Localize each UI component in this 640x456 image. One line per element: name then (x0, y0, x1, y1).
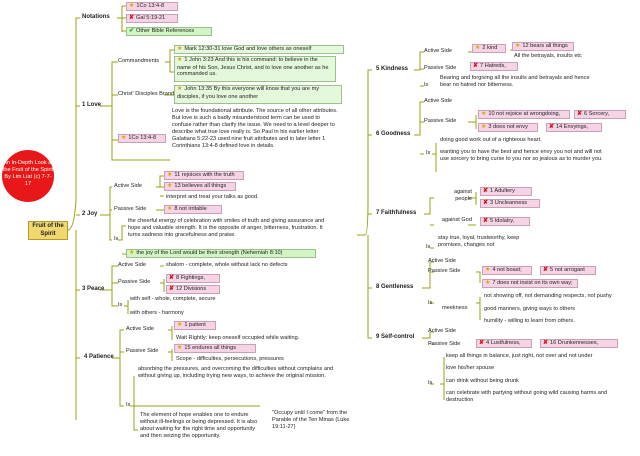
gentleness-meek-2: good manners, giving ways to others (484, 306, 576, 312)
check-icon: ✔ (129, 28, 135, 34)
peace-is: Is (118, 302, 123, 308)
joy-is-1: the cheerful energy of celebration with smiles of truth and giving assurance and hope and valuable strength. It is the opposite of anger, bitterness, frustration. It turns sadness into gracefulness and praise. (128, 218, 325, 238)
patience-passive-side: Passive Side (126, 348, 159, 354)
peace-active-1: shalom - complete, whole without lack no defects (166, 262, 288, 268)
peace-active-side: Active Side (118, 262, 146, 268)
joy-active-side: Active Side (114, 183, 142, 189)
peace-branch[interactable]: 3 Peace (82, 286, 105, 292)
star-icon: ★ (177, 345, 183, 351)
star-icon: ★ (515, 43, 521, 49)
cross-icon: ✘ (543, 340, 549, 346)
cross-icon: ✘ (479, 340, 485, 346)
gentleness-passive-1: ★ 4 not boast; (482, 266, 532, 275)
cross-icon: ✘ (483, 218, 489, 224)
gentleness-meek-3: humility - willing to learn from others. (484, 318, 575, 324)
patience-passive-2: Scope - difficulties, persecutions, pressures (176, 356, 284, 362)
joy-active-1: ★ 11 rejoices with the truth (164, 171, 244, 180)
star-icon: ★ (167, 172, 173, 178)
notations-branch[interactable]: Notations (82, 14, 110, 20)
patience-is-1: absorbing the pressures, and overcoming the difficulties without complains and without giving up, including trying new ways, to achieve the original mission. (138, 366, 334, 379)
notation-ref-gal: ✘ Gal 5:19-21 (126, 14, 178, 23)
peace-is-1: with self - whole, complete, secure (130, 296, 216, 302)
selfcontrol-is-4: can celebrate with partying without going wild causing harms and destruction (446, 390, 608, 403)
kindness-active-side: Active Side (424, 48, 452, 54)
cross-icon: ✘ (543, 267, 549, 273)
selfcontrol-is-2: love his/her spouse (446, 365, 495, 371)
gentleness-passive-2: ✘ 5 not arrogant (540, 266, 596, 275)
faithfulness-god-1: ✘ 5 Idolatry, (480, 217, 530, 226)
patience-active-1: ★ 1 patient (174, 321, 216, 330)
star-icon: ★ (177, 86, 183, 92)
star-icon: ★ (481, 111, 487, 117)
kindness-active-2: ★ 12 bears all things (512, 42, 574, 51)
joy-passive-1: ★ 8 not irritable (164, 205, 222, 214)
faithfulness-branch[interactable]: 7 Faithfulness (376, 210, 417, 216)
goodness-branch[interactable]: 6 Goodness (376, 131, 411, 137)
peace-passive-1: ✘ 8 Fightings, (166, 274, 220, 283)
cross-icon: ✘ (577, 111, 583, 117)
kindness-is-1: Bearing and forgiving all the insults and betrayals and hence bear no hatred nor bitterness. (440, 75, 590, 88)
goodness-passive-2: ✘ 6 Sorcery, (574, 110, 626, 119)
joy-active-3: interpret and treat your talks as good. (166, 194, 259, 200)
love-cmd-mark: ★ Mark 12:30-31 love God and love others as oneself (174, 45, 344, 54)
peace-is-2: with others - harmony (130, 310, 184, 316)
star-icon: ★ (121, 135, 127, 141)
kindness-is: Is (424, 82, 429, 88)
gentleness-meekness: meekness (442, 305, 468, 311)
patience-is: Is (126, 402, 131, 408)
goodness-passive-side: Passive Side (424, 118, 457, 124)
star-icon: ★ (129, 250, 135, 256)
star-icon: ★ (481, 124, 487, 130)
gentleness-passive-3: ★ 7 does not insist on its own way; (482, 279, 578, 288)
peace-passive-2: ✘ 12 Divisions (166, 285, 220, 294)
cross-icon: ✘ (483, 200, 489, 206)
kindness-branch[interactable]: 5 Kindness (376, 66, 409, 72)
selfcontrol-is-1: keep all things in balance, just right, not over and not under (446, 353, 593, 359)
star-icon: ★ (177, 57, 183, 63)
goodness-active-side: Active Side (424, 98, 452, 104)
goodness-is-1: doing good work out of a righteous heart. (440, 137, 542, 143)
star-icon: ★ (167, 183, 173, 189)
star-icon: ★ (129, 3, 135, 9)
star-icon: ★ (167, 206, 173, 212)
love-branch[interactable]: 1 Love (82, 102, 102, 108)
cross-icon: ✘ (169, 286, 175, 292)
kindness-active-3: All the betrayals, insults etc (514, 53, 582, 59)
cross-icon: ✘ (169, 275, 175, 281)
goodness-is: Is (426, 150, 431, 156)
faithfulness-people-2: ✘ 3 Uncleanness (480, 199, 540, 208)
author-callout: An In-Depth Look at the Fruit of the Spirit By Lim Liat (c) 7-7-17 (2, 150, 54, 202)
love-commandments: Commandments (118, 58, 160, 64)
love-brand-john: ★ John 13:35 By this everyone will know that you are my disciples, if you love one another (174, 85, 342, 104)
selfcontrol-is: Is (428, 380, 433, 386)
joy-branch[interactable]: 2 Joy (82, 211, 98, 217)
patience-is-2: The element of hope enables one to endure without ill-feelings or being depressed. It is also about waiting for the right time and opportunity and then seizing the opportunity. (140, 412, 258, 439)
cross-icon: ✘ (129, 15, 135, 21)
kindness-passive-side: Passive Side (424, 65, 457, 71)
goodness-passive-3: ★ 3 does not envy (478, 123, 538, 132)
love-description: Love is the foundational attribute. The source of all other attributes. But love is such a badly misunderstood term can be used to confuse rather than clarify the issue. We need to a level deeper to describe what true love really is. So Paul in his earlier letter Galatians 5:22-23 used nine fruit attributes and in later letter 1 Corinthians 13:4-8 defined love in details. (172, 108, 338, 149)
selfcontrol-branch[interactable]: 9 Self-control (376, 334, 415, 340)
patience-branch[interactable]: 4 Patience (84, 354, 114, 360)
kindness-passive-1: ✘ 7 Hatreds, (470, 62, 518, 71)
peace-passive-side: Passive Side (118, 279, 151, 285)
gentleness-passive-side: Passive Side (428, 268, 461, 274)
goodness-passive-1: ★ 10 not rejoice at wrongdoing, (478, 110, 570, 119)
notation-ref-1co: ★ 1Co 13:4-8 (126, 2, 178, 11)
faithfulness-people-1: ✘ 1 Adultery (480, 187, 532, 196)
gentleness-is: Is (428, 300, 433, 306)
love-ref-1co: ★ 1Co 13:4-8 (118, 134, 166, 143)
patience-quote: "Occupy until I come" from the Parable of the Ten Minas (Luke 19:11-27) (272, 410, 350, 430)
love-brand: Christ' Disciples Brand (118, 91, 175, 97)
joy-passive-side: Passive Side (114, 206, 147, 212)
faithfulness-is: Is (426, 244, 431, 250)
joy-is-2: ★ the joy of the Lord would be their strength (Nehemiah 8:10) (126, 249, 316, 258)
faithfulness-against-god: against God (441, 217, 472, 223)
selfcontrol-passive-1: ✘ 4 Lustfulness, (476, 339, 532, 348)
cross-icon: ✘ (549, 124, 555, 130)
star-icon: ★ (177, 322, 183, 328)
kindness-active-1: ★ 2 kind (472, 44, 506, 53)
selfcontrol-active-side: Active Side (428, 328, 456, 334)
gentleness-branch[interactable]: 8 Gentleness (376, 284, 414, 290)
gentleness-active-side: Active Side (428, 258, 456, 264)
patience-passive-1: ★ 15 endures all things (174, 344, 256, 353)
root-node[interactable]: Fruit of the Spirit (28, 221, 68, 240)
cross-icon: ✘ (473, 63, 479, 69)
patience-active-2: Wait Rightly: keep oneself occupied while waiting. (176, 335, 300, 341)
goodness-passive-4: ✘ 14 Envyings, (546, 123, 602, 132)
selfcontrol-passive-side: Passive Side (428, 341, 461, 347)
gentleness-meek-1: not showing off, not demanding respects, not pushy (484, 293, 612, 299)
star-icon: ★ (177, 46, 183, 52)
star-icon: ★ (475, 45, 481, 51)
faithfulness-is-1: stay true, loyal, trustworthy, keep promises, changes not (438, 235, 520, 248)
love-cmd-john: ★ 1 John 3:23 And this is his command: to believe in the name of his Son, Jesus Christ, and to love one another as he commanded us. (174, 56, 336, 82)
selfcontrol-passive-2: ✘ 16 Drunkennesses, (540, 339, 618, 348)
faithfulness-against-people: against people (453, 189, 472, 202)
star-icon: ★ (485, 267, 491, 273)
cross-icon: ✘ (483, 188, 489, 194)
selfcontrol-is-3: can drink without being drunk (446, 378, 519, 384)
joy-active-2: ★ 13 believes all things (164, 182, 236, 191)
joy-is: Is (114, 236, 119, 242)
star-icon: ★ (485, 280, 491, 286)
notation-other-refs: ✔ Other Bible References (126, 27, 212, 36)
patience-active-side: Active Side (126, 326, 154, 332)
goodness-is-2: wanting you to have the best and hence envy you not and will not use sorcery to bring curse to you nor so jealous as to murder you. (440, 149, 603, 162)
